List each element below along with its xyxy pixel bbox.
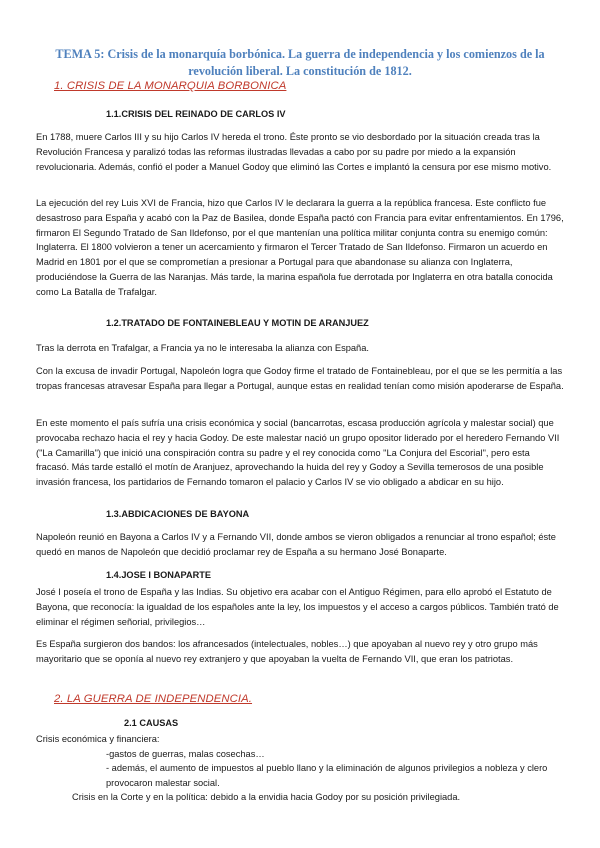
paragraph: En este momento el país sufría una crisis económica y social (bancarrotas, escasa producción agrícola y malestar social) que provocaba rechazo hacia el rey y hacia Godoy. De este malestar nació un grupo opositor liderado por el heredero Fernando VII ("La Camarilla") que inició una conspiración contra su padre y el rey conocida como "La Conjura del Escorial", pero esta fracasó. Más tarde estalló el motín de Aranjuez, aprovechando la huida del rey y Godoy a Sevilla temerosos de una posible invasión francesa, los partidarios de Fernando tomaron el palacio y Carlos IV se vio obligado a abdicar en su hijo. — [36, 418, 560, 488]
subsection-heading-1-3: 1.3.ABDICACIONES DE BAYONA — [106, 509, 250, 519]
document-title: TEMA 5: Crisis de la monarquía borbónica. La guerra de independencia y los comienzos de la revolución liberal. La constitución de 1812. — [55, 47, 545, 78]
section-heading-2: 2. LA GUERRA DE INDEPENDENCIA. — [54, 693, 253, 705]
list-line: -gastos de guerras, malas cosechas… — [106, 749, 265, 759]
paragraph: Tras la derrota en Trafalgar, a Francia ya no le interesaba la alianza con España. — [36, 343, 369, 353]
paragraph: Napoleón reunió en Bayona a Carlos IV y a Fernando VII, donde ambos se vieron obligados a renunciar al trono español; éste quedó en manos de Napoleón que decidió proclamar rey de España a su hermano José Bonaparte. — [36, 532, 556, 557]
paragraph: Con la excusa de invadir Portugal, Napoleón logra que Godoy firme el tratado de Fontainebleau, por el que se les permitía a las tropas francesas atravesar España para llegar a Portugal, aunque estas en realidad tenían como misión apoderarse de España. — [36, 366, 564, 391]
paragraph: José I poseía el trono de España y las Indias. Su objetivo era acabar con el Antiguo Régimen, para ello aprobó el Estatuto de Bayona, que reconocía: la igualdad de los españoles ante la ley, los impuestos y el acceso a cargos públicos. También trató de eliminar el régimen señorial, privilegios… — [36, 587, 559, 627]
list-line: - además, el aumento de impuestos al pueblo llano y la eliminación de algunos privilegios a nobleza y clero provocaron malestar social. — [106, 763, 548, 788]
section-heading-1: 1. CRISIS DE LA MONARQUIA BORBONICA — [54, 80, 287, 92]
list-line: Crisis en la Corte y en la política: debido a la envidia hacia Godoy por su posición privilegiada. — [72, 792, 461, 802]
paragraph: La ejecución del rey Luis XVI de Francia, hizo que Carlos IV le declarara la guerra a la república francesa. Este conflicto fue desastroso para España y acabó con la Paz de Basilea, donde España pactó con Francia para evitar enfrentamientos. En 1796, firmaron El Segundo Tratado de San Ildefonso, por el que mantenían una política militar conjunta contra su enemigo común: Inglaterra. El 1800 volvieron a tener un acercamiento y firmaron el Tercer Tratado de San Ildefonso. Firmaron un acuerdo en Madrid en 1801 por el que se comprometían a presionar a Portugal para que abandonase su alianza con Inglaterra, produciéndose la Guerra de las Naranjas. Más tarde, la marina española fue derrotada por Inglaterra en otra batalla conocida como La Batalla de Trafalgar. — [36, 198, 564, 297]
paragraph: Es España surgieron dos bandos: los afrancesados (intelectuales, nobles…) que apoyaban al nuevo rey y otro grupo más mayoritario que se oponía al nuevo rey extranjero y que apoyaban la vuelta de Fernando VII, que eran los patriotas. — [36, 639, 538, 664]
subsection-heading-1-2: 1.2.TRATADO DE FONTAINEBLEAU Y MOTIN DE ARANJUEZ — [106, 318, 369, 328]
subsection-heading-1-4: 1.4.JOSE I BONAPARTE — [106, 570, 212, 580]
subsection-heading-2-1: 2.1 CAUSAS — [124, 718, 179, 728]
subsection-heading-1-1: 1.1.CRISIS DEL REINADO DE CARLOS IV — [106, 109, 286, 119]
paragraph: En 1788, muere Carlos III y su hijo Carlos IV hereda el trono. Éste pronto se vio desbordado por la situación creada tras la Revolución Francesa y paralizó todas las reformas ilustradas llevadas a cabo por su padre por miedo a la expansión revolucionaria. Además, confió el poder a Manuel Godoy que eliminó las Cortes e implantó la censura por ese mismo motivo. — [36, 132, 552, 172]
list-line: Crisis económica y financiera: — [36, 734, 160, 744]
